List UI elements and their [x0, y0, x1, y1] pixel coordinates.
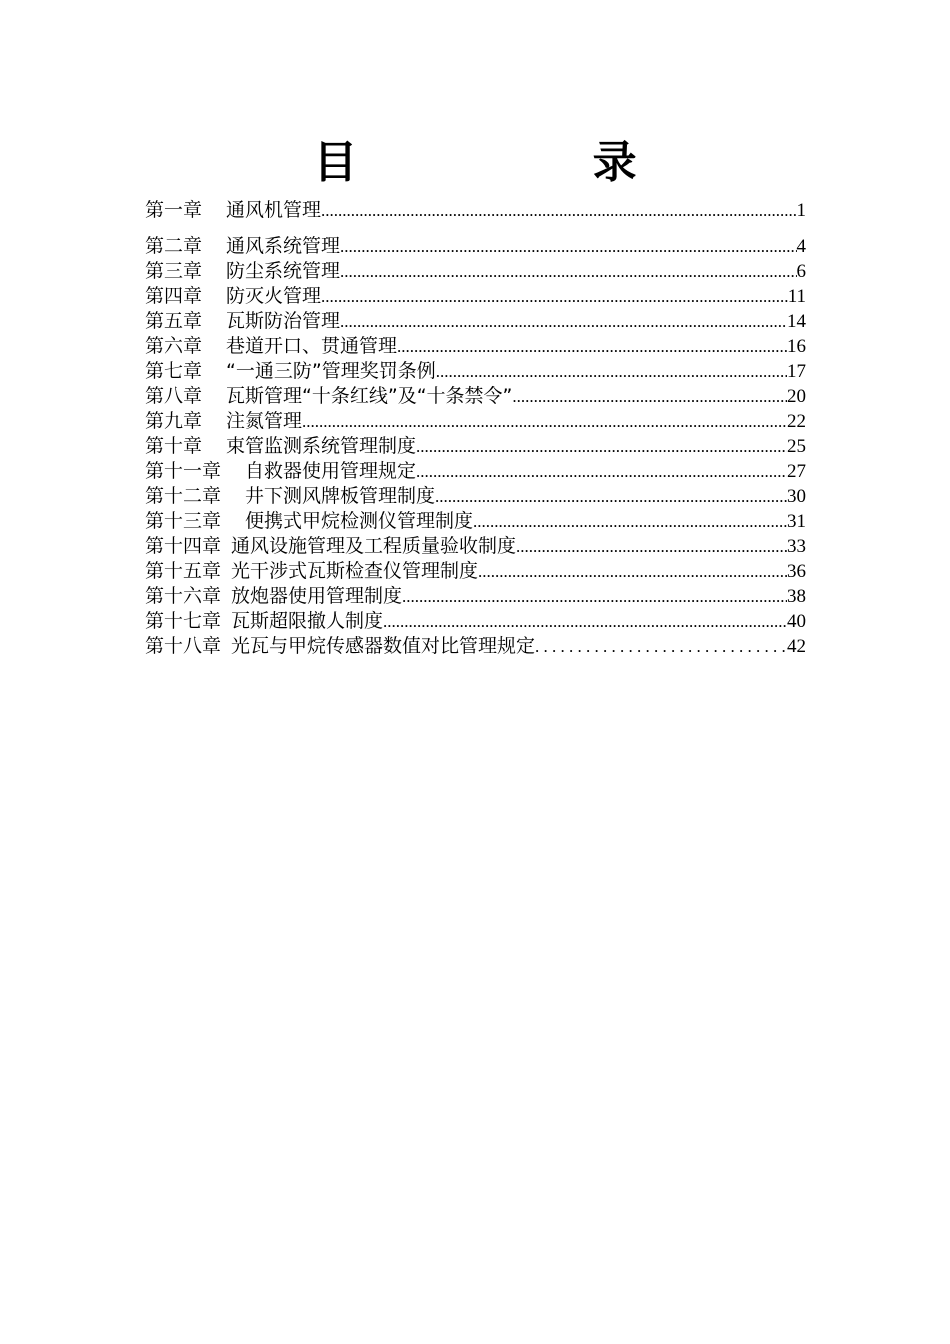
toc-page-number: 22	[787, 411, 806, 432]
toc-page-number: 25	[787, 436, 806, 457]
toc-chapter-number: 第九章	[145, 410, 203, 432]
toc-entry[interactable]	[145, 309, 806, 334]
toc-entry[interactable]	[145, 234, 806, 259]
toc-chapter-title: 巷道开口、贯通管理	[226, 335, 398, 357]
toc-dot-leader	[397, 334, 787, 359]
toc-dot-leader	[435, 484, 787, 509]
toc-chapter-title: 通风设施管理及工程质量验收制度	[231, 535, 517, 557]
toc-chapter-title: 放炮器使用管理制度	[231, 585, 403, 607]
toc-chapter-title: 光干涉式瓦斯检查仪管理制度	[231, 560, 479, 582]
toc-chapter-number: 第五章	[145, 310, 203, 332]
toc-chapter-number: 第十二章	[145, 485, 222, 507]
toc-entry[interactable]	[145, 609, 806, 634]
toc-chapter-title: 光瓦与甲烷传感器数值对比管理规定	[231, 635, 536, 657]
toc-entry[interactable]	[145, 559, 806, 584]
toc-dot-leader	[321, 198, 796, 223]
toc-page-number: 36	[787, 561, 806, 582]
toc-dot-leader	[512, 384, 787, 409]
toc-page-number: 4	[796, 236, 806, 257]
toc-chapter-title: 束管监测系统管理制度	[226, 435, 417, 457]
toc-entry[interactable]	[145, 359, 806, 384]
toc-page-number: 11	[787, 286, 806, 307]
toc-entry[interactable]	[145, 584, 806, 609]
toc-chapter-number: 第十章	[145, 435, 203, 457]
toc-chapter-number: 第一章	[145, 199, 203, 221]
toc-chapter-number: 第十七章	[145, 610, 222, 632]
toc-page-number: 17	[787, 361, 806, 382]
toc-dot-leader	[302, 409, 787, 434]
toc-page-number: 14	[787, 311, 806, 332]
toc-dot-leader	[340, 234, 796, 259]
toc-dot-leader	[340, 259, 796, 284]
toc-chapter-title: 自救器使用管理规定	[245, 460, 417, 482]
toc-dot-leader	[383, 609, 787, 634]
toc-entry[interactable]	[145, 198, 806, 223]
toc-chapter-number: 第四章	[145, 285, 203, 307]
toc-page-number: 16	[787, 336, 806, 357]
toc-dot-leader	[416, 459, 787, 484]
toc-dot-leader	[478, 559, 787, 584]
toc-chapter-title: 井下测风牌板管理制度	[245, 485, 436, 507]
toc-chapter-number: 第六章	[145, 335, 203, 357]
toc-dot-leader	[535, 634, 787, 659]
toc-entry[interactable]	[145, 334, 806, 359]
toc-chapter-number: 第十八章	[145, 635, 222, 657]
toc-chapter-title: 瓦斯超限撤人制度	[231, 610, 384, 632]
toc-title: 目 录	[313, 137, 747, 188]
toc-chapter-number: 第十一章	[145, 460, 222, 482]
toc-page-number: 27	[787, 461, 806, 482]
toc-page-number: 1	[796, 200, 806, 221]
toc-chapter-number: 第三章	[145, 260, 203, 282]
toc-chapter-title: 瓦斯防治管理	[226, 310, 341, 332]
toc-chapter-title: 便携式甲烷检测仪管理制度	[245, 510, 474, 532]
toc-page-number: 30	[787, 486, 806, 507]
toc-chapter-number: 第七章	[145, 360, 203, 382]
toc-chapter-number: 第十四章	[145, 535, 222, 557]
toc-dot-leader	[402, 584, 787, 609]
toc-entry[interactable]	[145, 509, 806, 534]
toc-page-number: 42	[787, 636, 806, 657]
toc-chapter-number: 第二章	[145, 235, 203, 257]
toc-chapter-title: “一通三防”管理奖罚条例	[226, 360, 436, 382]
toc-entry[interactable]	[145, 459, 806, 484]
toc-entry[interactable]	[145, 434, 806, 459]
toc-entry[interactable]	[145, 484, 806, 509]
toc-dot-leader	[473, 509, 787, 534]
toc-chapter-title: 通风系统管理	[226, 235, 341, 257]
toc-list	[145, 198, 806, 659]
toc-page-number: 40	[787, 611, 806, 632]
toc-dot-leader	[516, 534, 787, 559]
toc-page-number: 33	[787, 536, 806, 557]
toc-entry[interactable]	[145, 284, 806, 309]
toc-entry[interactable]	[145, 534, 806, 559]
toc-page-number: 20	[787, 386, 806, 407]
toc-entry[interactable]	[145, 384, 806, 409]
toc-chapter-number: 第十六章	[145, 585, 222, 607]
toc-dot-leader	[436, 359, 787, 384]
toc-page-number: 31	[787, 511, 806, 532]
toc-entry[interactable]	[145, 409, 806, 434]
toc-chapter-number: 第十五章	[145, 560, 222, 582]
toc-page-number: 38	[787, 586, 806, 607]
toc-chapter-number: 第十三章	[145, 510, 222, 532]
toc-chapter-title: 防灭火管理	[226, 285, 322, 307]
toc-entry[interactable]	[145, 634, 806, 659]
toc-page-number: 6	[796, 261, 806, 282]
toc-chapter-title: 注氮管理	[226, 410, 303, 432]
toc-chapter-title: 防尘系统管理	[226, 260, 341, 282]
toc-dot-leader	[340, 309, 787, 334]
toc-entry[interactable]	[145, 259, 806, 284]
toc-dot-leader	[321, 284, 788, 309]
toc-chapter-number: 第八章	[145, 385, 203, 407]
toc-chapter-title: 通风机管理	[226, 199, 322, 221]
toc-chapter-title: 瓦斯管理“十条红线”及“十条禁令”	[226, 385, 513, 407]
toc-dot-leader	[416, 434, 787, 459]
